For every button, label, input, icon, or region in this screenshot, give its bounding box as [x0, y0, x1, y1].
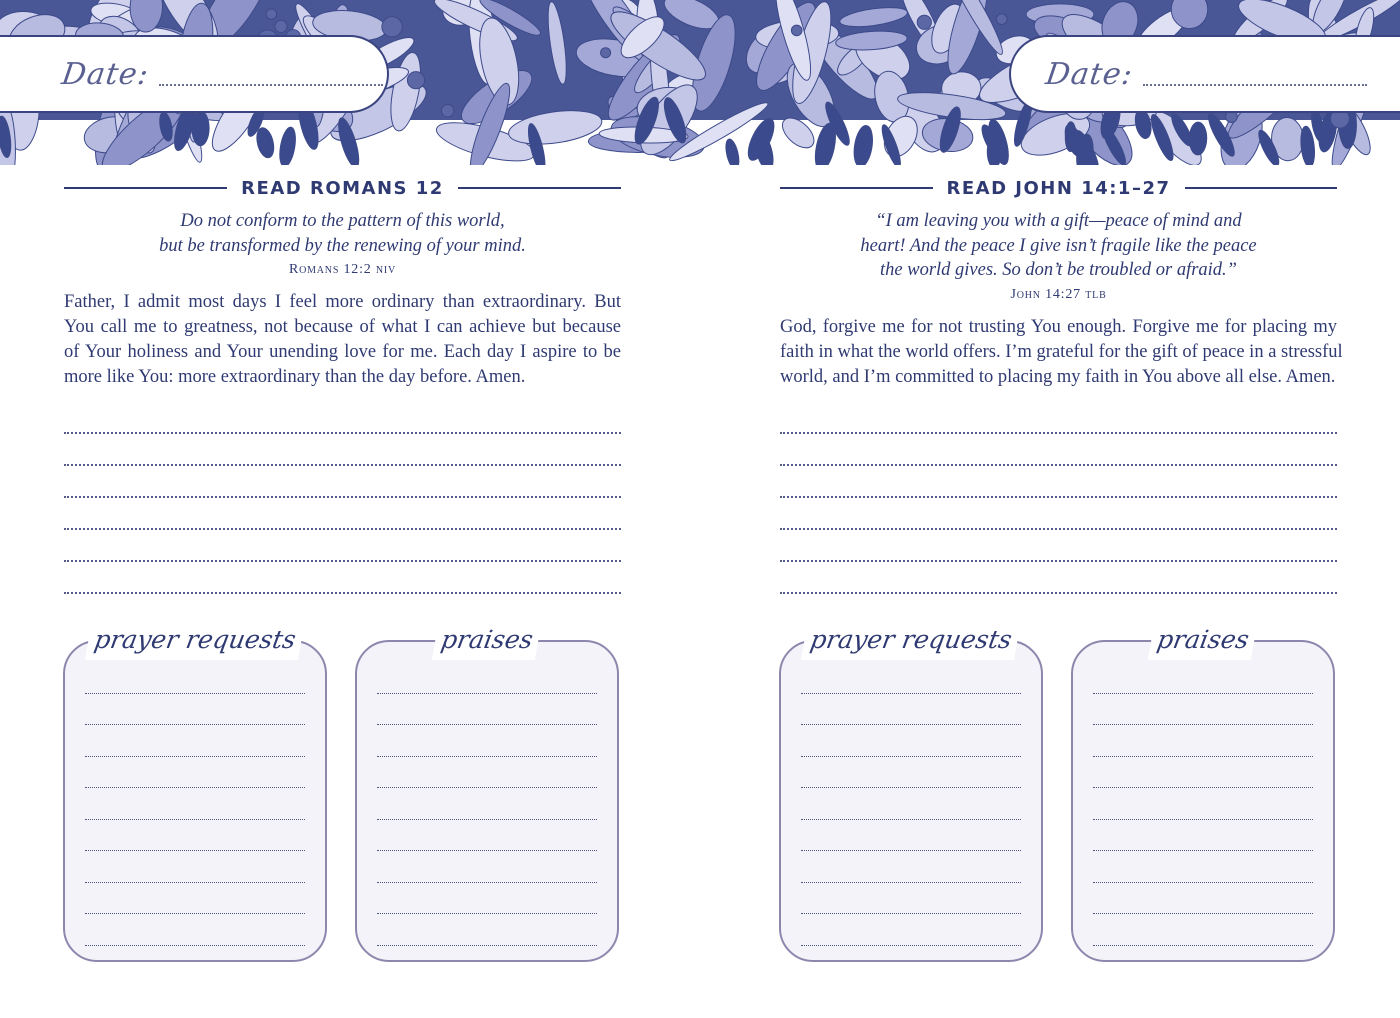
prayer-line: You call me to greatness, not because of what I can achieve but because — [64, 317, 621, 337]
reading-title: READ ROMANS 12 — [241, 177, 444, 199]
verse-line: Do not conform to the pattern of this world, — [180, 211, 505, 231]
header-rule-right — [1185, 187, 1338, 189]
box-line[interactable] — [1093, 914, 1313, 946]
scripture-verse — [780, 209, 1337, 306]
prayer-line: more like You: more extraordinary than the day before. Amen. — [64, 367, 526, 387]
journal-line[interactable] — [64, 498, 621, 530]
header-rule-left — [780, 187, 933, 189]
box-line[interactable] — [1093, 725, 1313, 757]
praises-title: praises — [432, 620, 542, 660]
box-line[interactable] — [85, 757, 305, 789]
box-line[interactable] — [1093, 788, 1313, 820]
prayer-text — [780, 315, 1343, 390]
journal-line[interactable] — [780, 434, 1337, 466]
box-line[interactable] — [377, 757, 597, 789]
date-field[interactable] — [0, 40, 384, 108]
box-line[interactable] — [801, 725, 1021, 757]
prayer-text — [64, 290, 621, 390]
praises-title: praises — [1148, 620, 1258, 660]
prayer-line: Father, I admit most days I feel more ordinary than extraordinary. But — [64, 292, 621, 312]
box-line[interactable] — [377, 914, 597, 946]
journal-line[interactable] — [64, 466, 621, 498]
date-label: Date: — [59, 56, 152, 92]
box-line[interactable] — [1093, 883, 1313, 915]
praises-box[interactable] — [1071, 625, 1335, 962]
praises-box[interactable] — [355, 625, 619, 962]
right-page — [700, 0, 1400, 1018]
prayer-requests-box[interactable] — [779, 625, 1043, 962]
box-line[interactable] — [1093, 820, 1313, 852]
box-line[interactable] — [85, 662, 305, 694]
box-line[interactable] — [377, 662, 597, 694]
box-line[interactable] — [801, 662, 1021, 694]
section-header — [64, 175, 621, 201]
prayer-line: God, forgive me for not trusting You enough. Forgive me for placing my — [780, 317, 1337, 337]
box-line[interactable] — [1093, 851, 1313, 883]
box-line[interactable] — [1093, 662, 1313, 694]
journal-line[interactable] — [64, 530, 621, 562]
verse-reference: Romans 12:2 niv — [288, 262, 397, 278]
box-line[interactable] — [801, 694, 1021, 726]
journal-line[interactable] — [780, 530, 1337, 562]
date-field[interactable] — [1014, 40, 1400, 108]
box-lines[interactable] — [801, 662, 1021, 946]
box-lines[interactable] — [85, 662, 305, 946]
prayer-requests-title: prayer requests — [801, 620, 1021, 660]
box-line[interactable] — [1093, 694, 1313, 726]
box-line[interactable] — [801, 788, 1021, 820]
box-line[interactable] — [377, 883, 597, 915]
box-line[interactable] — [377, 788, 597, 820]
section-header — [780, 175, 1337, 201]
journal-line[interactable] — [780, 498, 1337, 530]
box-line[interactable] — [377, 851, 597, 883]
date-label: Date: — [1043, 56, 1136, 92]
prayer-requests-title: prayer requests — [85, 620, 305, 660]
box-line[interactable] — [85, 851, 305, 883]
prayer-line: world, and I’m committed to placing my faith in You above all else. Amen. — [780, 367, 1336, 387]
box-lines[interactable] — [1093, 662, 1313, 946]
verse-line: heart! And the peace I give isn’t fragile like the peace — [860, 235, 1257, 256]
prayer-line: of Your holiness and Your unending love for me. Each day I aspire to be — [64, 342, 621, 362]
box-line[interactable] — [85, 725, 305, 757]
verse-line: but be transformed by the renewing of your mind. — [159, 235, 526, 256]
header-rule-left — [64, 187, 227, 189]
box-line[interactable] — [377, 694, 597, 726]
box-line[interactable] — [1093, 757, 1313, 789]
box-line[interactable] — [377, 820, 597, 852]
box-line[interactable] — [801, 883, 1021, 915]
prayer-line: faith in what the world offers. I’m grateful for the gift of peace in a stressful — [780, 342, 1343, 362]
box-line[interactable] — [85, 788, 305, 820]
prayer-requests-box[interactable] — [63, 625, 327, 962]
verse-reference: John 14:27 tlb — [1010, 286, 1107, 302]
box-line[interactable] — [801, 820, 1021, 852]
box-line[interactable] — [801, 851, 1021, 883]
reading-title: READ JOHN 14:1–27 — [946, 177, 1171, 199]
box-line[interactable] — [85, 914, 305, 946]
journal-line[interactable] — [780, 466, 1337, 498]
journal-line[interactable] — [780, 402, 1337, 434]
box-line[interactable] — [85, 694, 305, 726]
box-line[interactable] — [801, 757, 1021, 789]
verse-line: “I am leaving you with a gift—peace of mind and — [875, 211, 1242, 231]
journal-lines[interactable] — [64, 402, 621, 594]
journal-line[interactable] — [64, 402, 621, 434]
box-line[interactable] — [801, 914, 1021, 946]
date-line[interactable] — [159, 84, 383, 86]
box-line[interactable] — [85, 883, 305, 915]
scripture-verse — [64, 209, 621, 281]
box-line[interactable] — [85, 820, 305, 852]
journal-line[interactable] — [64, 434, 621, 466]
journal-line[interactable] — [64, 562, 621, 594]
date-line[interactable] — [1143, 84, 1367, 86]
box-lines[interactable] — [377, 662, 597, 946]
journal-lines[interactable] — [780, 402, 1337, 594]
header-rule-right — [458, 187, 621, 189]
box-line[interactable] — [377, 725, 597, 757]
verse-line: the world gives. So don’t be troubled or afraid.” — [880, 260, 1237, 281]
journal-line[interactable] — [780, 562, 1337, 594]
